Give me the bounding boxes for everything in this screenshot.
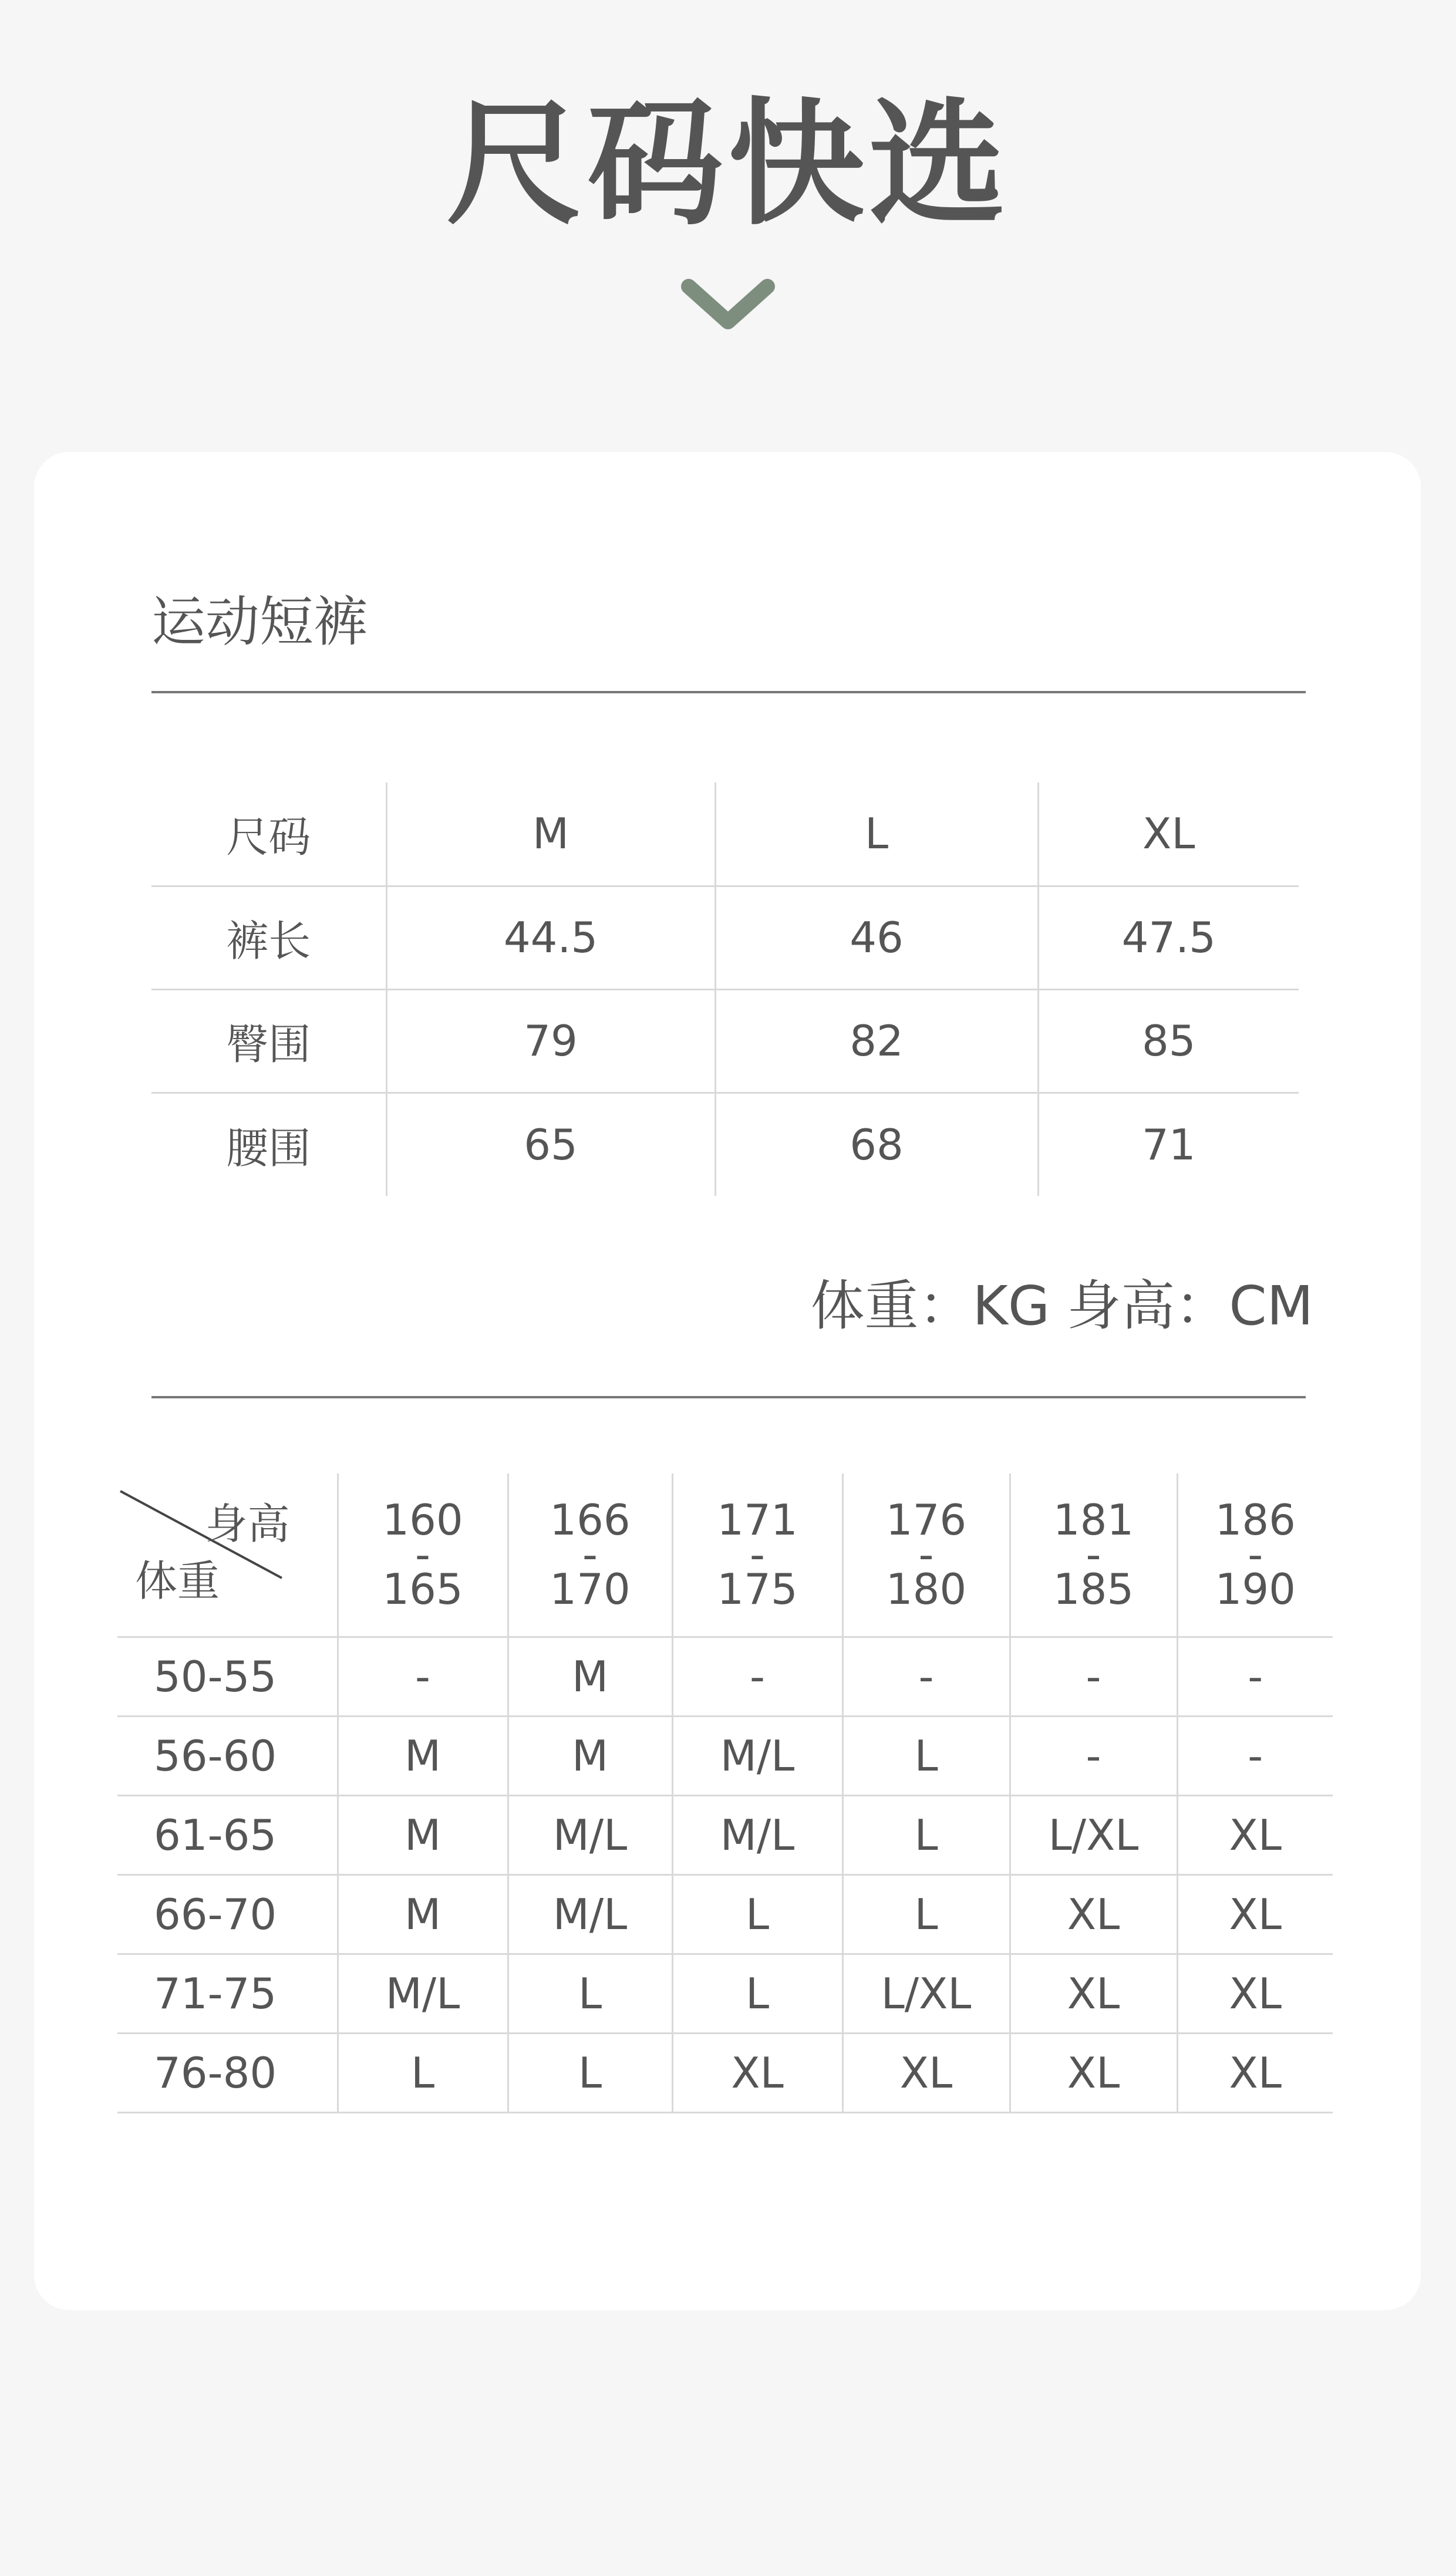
size-table-cell: 44.5 xyxy=(386,886,715,989)
height-range-to: 175 xyxy=(717,1565,798,1614)
size-cell: L xyxy=(508,1954,672,2033)
size-table-cell: 裤长 xyxy=(151,886,386,989)
size-cell: XL xyxy=(1177,2033,1333,2112)
height-range-from: 166 xyxy=(550,1495,631,1545)
corner-weight-label: 体重 xyxy=(135,1556,220,1606)
weight-range-cell: 50-55 xyxy=(117,1637,338,1716)
size-cell: XL xyxy=(1177,1795,1333,1874)
size-table-cell: 82 xyxy=(715,989,1038,1093)
size-table-header-cell: M xyxy=(386,783,715,886)
height-range-separator: - xyxy=(1248,1530,1263,1580)
weight-range-cell: 61-65 xyxy=(117,1795,338,1874)
size-cell: L xyxy=(672,1874,842,1954)
height-range-from: 176 xyxy=(885,1495,967,1545)
size-cell: L/XL xyxy=(1010,1795,1177,1874)
size-table-cell: 79 xyxy=(386,989,715,1093)
height-range-from: 171 xyxy=(717,1495,798,1545)
section-divider xyxy=(151,691,1306,693)
size-cell: L/XL xyxy=(842,1954,1010,2033)
size-table-cell: 47.5 xyxy=(1038,886,1299,989)
size-cell: M/L xyxy=(508,1874,672,1954)
size-table-header-row xyxy=(151,783,1299,886)
height-range-to: 165 xyxy=(382,1565,463,1614)
size-table-cell: 46 xyxy=(715,886,1038,989)
size-cell: L xyxy=(842,1874,1010,1954)
height-range-separator: - xyxy=(750,1530,765,1580)
size-cell: M xyxy=(338,1716,508,1795)
height-range-header xyxy=(1177,1474,1333,1637)
size-cell: M xyxy=(508,1716,672,1795)
size-table-header-cell: 尺码 xyxy=(226,812,311,862)
corner-height-label: 身高 xyxy=(205,1499,290,1549)
recommendation-divider xyxy=(151,1396,1306,1398)
unit-note: 体重：KG 身高：CM xyxy=(810,1274,1313,1337)
recommendation-row xyxy=(117,1874,1333,1954)
size-table-cell: 臀围 xyxy=(151,989,386,1093)
height-range-to: 170 xyxy=(550,1565,631,1614)
size-cell: L xyxy=(338,2033,508,2112)
height-range-from: 181 xyxy=(1053,1495,1134,1545)
size-cell: M xyxy=(338,1874,508,1954)
size-cell: M/L xyxy=(508,1795,672,1874)
size-cell: M/L xyxy=(672,1795,842,1874)
recommendation-header-row xyxy=(117,1474,1333,1637)
height-range-separator: - xyxy=(582,1530,598,1580)
height-range-separator: - xyxy=(1086,1530,1101,1580)
size-cell: - xyxy=(1010,1637,1177,1716)
height-range-header xyxy=(508,1474,672,1637)
recommendation-row xyxy=(117,2033,1333,2112)
height-range-to: 180 xyxy=(885,1565,967,1614)
recommendation-row xyxy=(117,1954,1333,2033)
height-range-header xyxy=(842,1474,1010,1637)
size-cell: - xyxy=(1177,1716,1333,1795)
size-cell: M xyxy=(508,1637,672,1716)
size-cell: XL xyxy=(1010,2033,1177,2112)
height-range-to: 185 xyxy=(1053,1565,1134,1614)
weight-range-cell: 66-70 xyxy=(117,1874,338,1954)
chevron-down-icon xyxy=(678,276,778,335)
size-cell: XL xyxy=(1177,1874,1333,1954)
size-table-row xyxy=(151,1093,1299,1196)
height-range-separator: - xyxy=(918,1530,934,1580)
size-cell: L xyxy=(842,1716,1010,1795)
size-cell: XL xyxy=(672,2033,842,2112)
height-range-header xyxy=(1010,1474,1177,1637)
section-title: 运动短裤 xyxy=(151,591,368,653)
weight-range-cell: 71-75 xyxy=(117,1954,338,2033)
height-range-header xyxy=(338,1474,508,1637)
size-table-row xyxy=(151,989,1299,1093)
size-table-cell: 65 xyxy=(386,1093,715,1196)
page-title: 尺码快选 xyxy=(446,85,1010,244)
size-table-cell: 68 xyxy=(715,1093,1038,1196)
height-range-from: 186 xyxy=(1215,1495,1296,1545)
size-cell: XL xyxy=(1010,1954,1177,2033)
size-cell: L xyxy=(508,2033,672,2112)
size-table-cell: 腰围 xyxy=(151,1093,386,1196)
size-cell: - xyxy=(1177,1637,1333,1716)
size-table xyxy=(151,783,1299,1196)
size-cell: - xyxy=(338,1637,508,1716)
weight-range-cell: 76-80 xyxy=(117,2033,338,2112)
size-table-header-cell: XL xyxy=(1038,783,1299,886)
size-cell: M/L xyxy=(672,1716,842,1795)
size-cell: - xyxy=(672,1637,842,1716)
height-range-separator: - xyxy=(415,1530,430,1580)
height-range-header xyxy=(672,1474,842,1637)
weight-range-cell: 56-60 xyxy=(117,1716,338,1795)
recommendation-row xyxy=(117,1716,1333,1795)
height-range-from: 160 xyxy=(382,1495,463,1545)
size-cell: XL xyxy=(1010,1874,1177,1954)
size-cell: XL xyxy=(842,2033,1010,2112)
corner-header-cell xyxy=(117,1474,338,1637)
size-table-header-cell: L xyxy=(715,783,1038,886)
height-range-to: 190 xyxy=(1215,1565,1296,1614)
size-table-cell: 71 xyxy=(1038,1093,1299,1196)
size-cell: L xyxy=(672,1954,842,2033)
size-recommendation-table xyxy=(117,1474,1333,2113)
size-table-row xyxy=(151,886,1299,989)
size-cell: XL xyxy=(1177,1954,1333,2033)
recommendation-row xyxy=(117,1637,1333,1716)
size-cell: - xyxy=(842,1637,1010,1716)
size-cell: - xyxy=(1010,1716,1177,1795)
recommendation-row xyxy=(117,1795,1333,1874)
size-cell: M xyxy=(338,1795,508,1874)
size-cell: L xyxy=(842,1795,1010,1874)
size-cell: M/L xyxy=(338,1954,508,2033)
size-table-cell: 85 xyxy=(1038,989,1299,1093)
